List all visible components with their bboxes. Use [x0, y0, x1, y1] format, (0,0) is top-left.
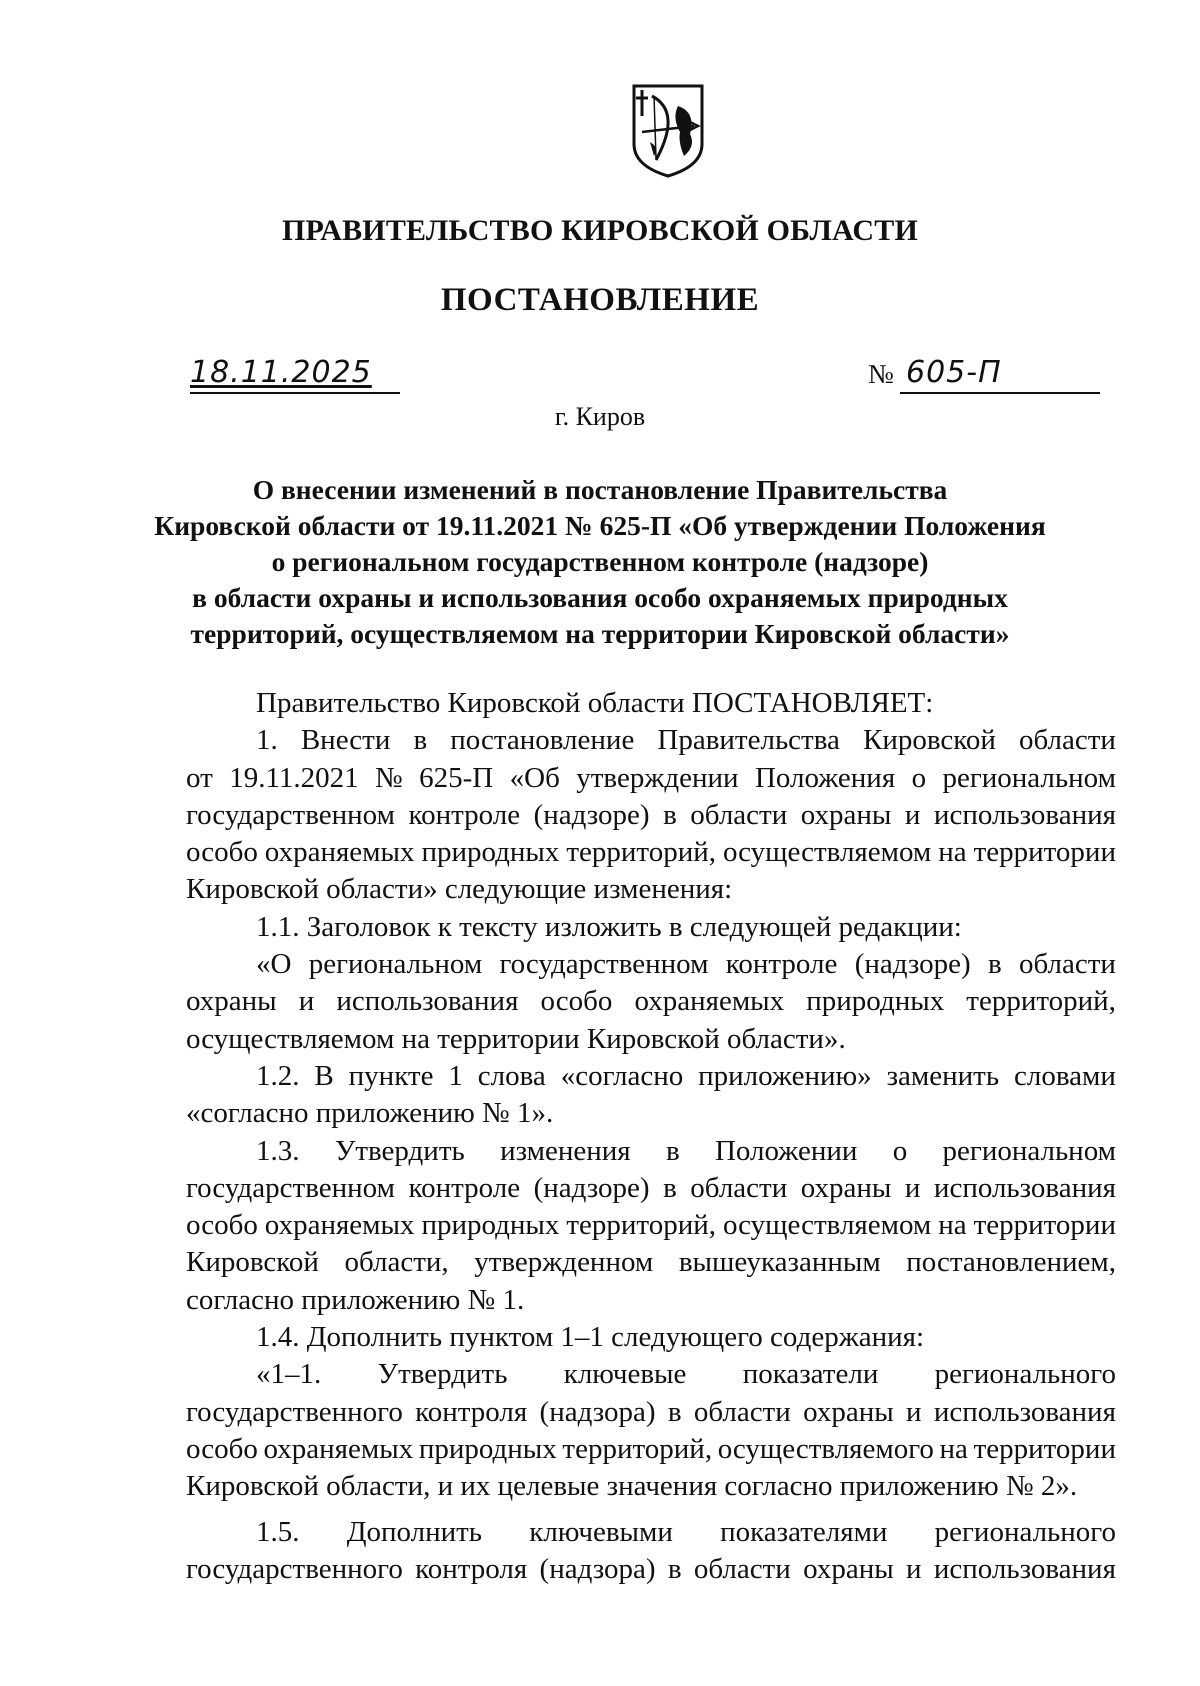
word: 1.5.: [256, 1515, 300, 1548]
word: государственном: [499, 948, 709, 981]
word: особо: [540, 985, 613, 1018]
word: и: [904, 1171, 921, 1204]
word: контроле: [725, 948, 838, 981]
word: и: [298, 985, 315, 1018]
word: в: [665, 1134, 680, 1167]
word: постановление: [450, 724, 635, 757]
word: контроле: [408, 1171, 521, 1204]
word: контроле: [408, 798, 521, 831]
word: использования: [933, 1395, 1116, 1428]
paragraph-line: Кировской области, и их целевые значения согласно приложению № 2».: [186, 1470, 1078, 1503]
word: территории: [973, 836, 1116, 869]
paragraph-line: [186, 1170, 1116, 1207]
word: регионального: [934, 1515, 1116, 1548]
word: 19.11.2021: [229, 761, 359, 794]
document-date: 18.11.2025: [190, 355, 372, 390]
word: «согласно: [560, 1059, 684, 1092]
document-body: [186, 685, 1116, 1588]
document-type-title: ПОСТАНОВЛЕНИЕ: [440, 282, 760, 318]
word: охраняемых: [264, 836, 415, 869]
word: области: [1018, 948, 1116, 981]
subject-line: О внесении изменений в постановление Правительства: [252, 474, 948, 505]
word: территории: [973, 1432, 1116, 1465]
word: вышеуказанным: [678, 1246, 881, 1279]
word: и: [906, 1395, 922, 1428]
word: «1–1.: [256, 1358, 322, 1391]
word: контроля: [415, 1552, 528, 1585]
word: региональном: [942, 1134, 1116, 1167]
word: области: [1018, 724, 1116, 757]
word: охраны: [186, 985, 277, 1018]
word: области: [690, 798, 788, 831]
subject-line: территорий, осуществляемом на территории Кировской области»: [190, 618, 1010, 649]
paragraph-line: [186, 834, 1116, 871]
word: на: [938, 1209, 967, 1242]
paragraph-line: [186, 983, 1116, 1020]
word: изменения: [500, 1134, 631, 1167]
word: территорий,: [966, 985, 1116, 1018]
word: в: [413, 724, 428, 757]
paragraph-line: 1.1. Заголовок к тексту изложить в следующей редакции:: [256, 910, 962, 943]
word: 1.: [256, 724, 278, 757]
coat-of-arms-icon: [628, 82, 708, 180]
word: 1: [448, 1059, 463, 1092]
word: (надзоре): [533, 798, 650, 831]
word: на: [939, 1432, 968, 1465]
paragraph-line: [186, 1356, 1116, 1393]
paragraph-line: [186, 1207, 1116, 1244]
word: в: [667, 1395, 682, 1428]
word: утверждении: [576, 761, 739, 794]
document-number-label: №: [868, 359, 894, 389]
document-number-field: [900, 352, 1100, 394]
paragraph-line: [186, 1058, 1116, 1095]
word: государственного: [186, 1395, 403, 1428]
word: использования: [933, 798, 1116, 831]
word: охраны: [800, 1171, 892, 1204]
word: природных: [421, 1209, 560, 1242]
paragraph-line: осуществляемом на территории Кировской области».: [186, 1022, 846, 1055]
word: особо: [186, 1209, 258, 1242]
paragraph-line: [186, 797, 1116, 834]
word: охраняемых: [634, 985, 785, 1018]
paragraph-line: [186, 1514, 1116, 1551]
word: приложению»: [698, 1059, 872, 1092]
word: Кировской: [862, 724, 996, 757]
paragraph-line: [186, 1431, 1116, 1468]
word: охраны: [800, 798, 892, 831]
word: Утвердить: [334, 1134, 465, 1167]
word: государственном: [186, 1171, 395, 1204]
word: показателями: [720, 1515, 888, 1548]
subject-line: Кировской области от 19.11.2021 № 625-П «Об утверждении Положения: [154, 510, 1046, 541]
word: слова: [477, 1059, 546, 1092]
word: природных: [421, 836, 560, 869]
word: территории: [973, 1209, 1116, 1242]
paragraph-line: [186, 1133, 1116, 1170]
word: словами: [1013, 1059, 1116, 1092]
word: утвержденном: [474, 1246, 654, 1279]
word: «Об: [509, 761, 560, 794]
organization-title: ПРАВИТЕЛЬСТВО КИРОВСКОЙ ОБЛАСТИ: [282, 214, 918, 247]
word: осуществляемого: [717, 1432, 934, 1465]
word: Утвердить: [377, 1358, 508, 1391]
paragraph-line: 1.4. Дополнить пунктом 1–1 следующего содержания:: [256, 1321, 925, 1354]
word: на: [938, 836, 967, 869]
word: использования: [933, 1171, 1116, 1204]
word: охраняемых: [263, 1432, 414, 1465]
word: в: [667, 1552, 682, 1585]
word: (надзора): [539, 1552, 656, 1585]
paragraph-line: [186, 946, 1116, 983]
word: №: [375, 761, 403, 794]
word: регионального: [934, 1358, 1116, 1391]
word: государственном: [186, 798, 395, 831]
word: территорий,: [562, 1432, 713, 1465]
paragraph-line: [186, 1244, 1116, 1281]
paragraph-line: «согласно приложению № 1».: [186, 1097, 554, 1130]
word: особо: [186, 1432, 258, 1465]
word: и: [906, 1552, 922, 1585]
word: области: [693, 1395, 791, 1428]
word: 1.3.: [256, 1134, 300, 1167]
word: (надзоре): [854, 948, 971, 981]
word: и: [904, 798, 921, 831]
word: региональном: [942, 761, 1116, 794]
paragraph-line: [186, 1394, 1116, 1431]
document-city: г. Киров: [554, 402, 646, 431]
word: использования: [933, 1552, 1116, 1585]
word: осуществляемом: [722, 836, 932, 869]
word: природных: [418, 1432, 557, 1465]
word: использования: [336, 985, 519, 1018]
word: «О: [256, 948, 292, 981]
word: особо: [186, 836, 258, 869]
word: государственного: [186, 1552, 403, 1585]
word: от: [186, 761, 213, 794]
word: (надзора): [539, 1395, 656, 1428]
document-subject: [140, 472, 1060, 652]
word: природных: [806, 985, 945, 1018]
word: осуществляемом: [722, 1209, 932, 1242]
word: Правительства: [657, 724, 840, 757]
word: территорий,: [566, 836, 717, 869]
word: ключевые: [563, 1358, 687, 1391]
word: о: [911, 761, 927, 794]
word: контроля: [415, 1395, 528, 1428]
word: заменить: [886, 1059, 1000, 1092]
preamble: Правительство Кировской области ПОСТАНОВЛЯЕТ:: [256, 687, 934, 719]
word: пункте: [348, 1059, 434, 1092]
word: о: [892, 1134, 908, 1167]
word: охраны: [803, 1552, 894, 1585]
word: в: [663, 1171, 677, 1204]
subject-line: в области охраны и использования особо охраняемых природных: [192, 582, 1008, 613]
word: охраны: [803, 1395, 894, 1428]
paragraph-line: согласно приложению № 1.: [186, 1283, 525, 1316]
paragraph-line: Кировской области» следующие изменения:: [186, 873, 733, 906]
subject-line: о региональном государственном контроле (надзоре): [271, 546, 929, 577]
word: постановлением,: [906, 1246, 1116, 1279]
word: Кировской: [186, 1246, 319, 1279]
word: 1.2.: [256, 1059, 300, 1092]
word: области: [690, 1171, 788, 1204]
word: Положения: [754, 761, 896, 794]
word: Внести: [300, 724, 391, 757]
document-number: 605-П: [906, 355, 1002, 390]
document-date-field: [190, 352, 400, 394]
word: в: [663, 798, 677, 831]
word: 625-П: [419, 761, 494, 794]
word: Дополнить: [346, 1515, 483, 1548]
word: охраняемых: [264, 1209, 415, 1242]
word: ключевыми: [529, 1515, 673, 1548]
paragraph-line: [186, 760, 1116, 797]
word: области,: [344, 1246, 449, 1279]
word: Положении: [714, 1134, 858, 1167]
word: в: [987, 948, 1002, 981]
word: (надзоре): [533, 1171, 650, 1204]
word: показатели: [742, 1358, 879, 1391]
word: В: [314, 1059, 334, 1092]
word: региональном: [308, 948, 483, 981]
paragraph-line: [186, 722, 1116, 759]
word: территорий,: [566, 1209, 717, 1242]
paragraph-line: [186, 1551, 1116, 1588]
word: области: [693, 1552, 791, 1585]
